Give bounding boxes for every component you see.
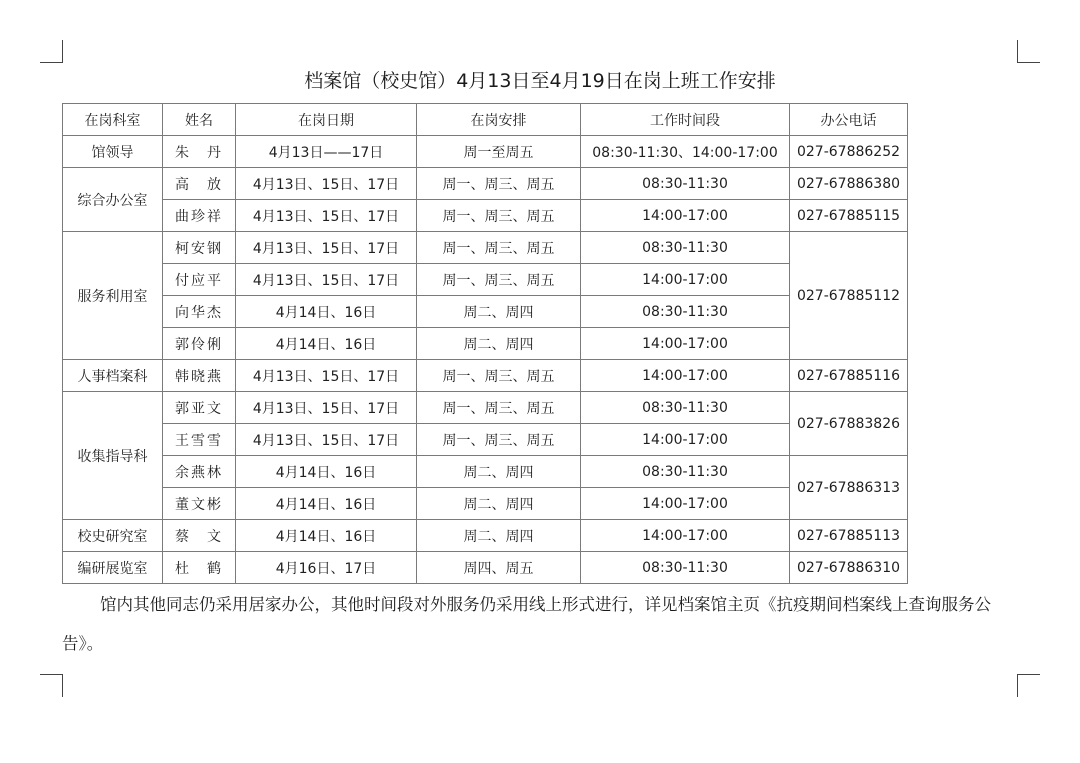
- table-row: [63, 264, 908, 296]
- schedule-table: [62, 103, 908, 584]
- phone-cell: 027-67885112: [790, 232, 908, 360]
- dates-cell: 4月13日、15日、17日: [236, 200, 417, 232]
- hours-cell: 14:00-17:00: [581, 424, 790, 456]
- crop-mark-top-left: [40, 40, 63, 63]
- phone-cell: 027-67886313: [790, 456, 908, 520]
- table-row: [63, 360, 908, 392]
- hours-cell: 08:30-11:30: [581, 456, 790, 488]
- phone-cell: 027-67885113: [790, 520, 908, 552]
- schedule-cell: 周二、周四: [417, 296, 581, 328]
- table-row: [63, 520, 908, 552]
- name-cell: 付应平: [163, 264, 236, 296]
- hours-cell: 14:00-17:00: [581, 328, 790, 360]
- dates-cell: 4月14日、16日: [236, 456, 417, 488]
- table-row: [63, 456, 908, 488]
- phone-cell: 027-67886252: [790, 136, 908, 168]
- name-cell: 朱 丹: [163, 136, 236, 168]
- dates-cell: 4月13日、15日、17日: [236, 392, 417, 424]
- hours-cell: 08:30-11:30: [581, 296, 790, 328]
- department-cell: 编研展览室: [63, 552, 163, 584]
- schedule-cell: 周一、周三、周五: [417, 424, 581, 456]
- name-cell: 杜 鹤: [163, 552, 236, 584]
- schedule-cell: 周一至周五: [417, 136, 581, 168]
- name-cell: 郭亚文: [163, 392, 236, 424]
- table-row: [63, 200, 908, 232]
- schedule-cell: 周一、周三、周五: [417, 168, 581, 200]
- dates-cell: 4月14日、16日: [236, 328, 417, 360]
- dates-cell: 4月14日、16日: [236, 488, 417, 520]
- schedule-cell: 周一、周三、周五: [417, 360, 581, 392]
- name-cell: 韩晓燕: [163, 360, 236, 392]
- name-cell: 董文彬: [163, 488, 236, 520]
- name-cell: 高 放: [163, 168, 236, 200]
- schedule-cell: 周一、周三、周五: [417, 264, 581, 296]
- name-cell: 曲珍祥: [163, 200, 236, 232]
- department-cell: 馆领导: [63, 136, 163, 168]
- table-row: [63, 552, 908, 584]
- dates-cell: 4月13日——17日: [236, 136, 417, 168]
- hours-cell: 08:30-11:30: [581, 232, 790, 264]
- table-row: [63, 424, 908, 456]
- department-cell: 服务利用室: [63, 232, 163, 360]
- table-row: [63, 488, 908, 520]
- schedule-cell: 周二、周四: [417, 328, 581, 360]
- department-cell: 收集指导科: [63, 392, 163, 520]
- dates-cell: 4月14日、16日: [236, 520, 417, 552]
- header-hours: 工作时间段: [581, 104, 790, 136]
- crop-mark-top-right: [1017, 40, 1040, 63]
- dates-cell: 4月13日、15日、17日: [236, 360, 417, 392]
- hours-cell: 08:30-11:30: [581, 552, 790, 584]
- hours-cell: 14:00-17:00: [581, 200, 790, 232]
- dates-cell: 4月13日、15日、17日: [236, 168, 417, 200]
- dates-cell: 4月13日、15日、17日: [236, 264, 417, 296]
- header-phone: 办公电话: [790, 104, 908, 136]
- table-row: [63, 136, 908, 168]
- name-cell: 王雪雪: [163, 424, 236, 456]
- hours-cell: 08:30-11:30: [581, 168, 790, 200]
- table-row: [63, 168, 908, 200]
- header-name: 姓名: [163, 104, 236, 136]
- table-header-row: [63, 104, 908, 136]
- name-cell: 余燕林: [163, 456, 236, 488]
- schedule-cell: 周二、周四: [417, 456, 581, 488]
- hours-cell: 14:00-17:00: [581, 488, 790, 520]
- phone-cell: 027-67885115: [790, 200, 908, 232]
- table-row: [63, 328, 908, 360]
- crop-mark-bottom-left: [40, 674, 63, 697]
- schedule-cell: 周一、周三、周五: [417, 392, 581, 424]
- table-row: [63, 232, 908, 264]
- name-cell: 郭伶俐: [163, 328, 236, 360]
- header-department: 在岗科室: [63, 104, 163, 136]
- name-cell: 蔡 文: [163, 520, 236, 552]
- department-cell: 校史研究室: [63, 520, 163, 552]
- hours-cell: 14:00-17:00: [581, 360, 790, 392]
- table-row: [63, 392, 908, 424]
- phone-cell: 027-67883826: [790, 392, 908, 456]
- table-row: [63, 296, 908, 328]
- schedule-cell: 周一、周三、周五: [417, 232, 581, 264]
- hours-cell: 08:30-11:30、14:00-17:00: [581, 136, 790, 168]
- dates-cell: 4月13日、15日、17日: [236, 232, 417, 264]
- schedule-cell: 周二、周四: [417, 520, 581, 552]
- crop-mark-bottom-right: [1017, 674, 1040, 697]
- name-cell: 柯安钢: [163, 232, 236, 264]
- header-dates: 在岗日期: [236, 104, 417, 136]
- phone-cell: 027-67886380: [790, 168, 908, 200]
- dates-cell: 4月14日、16日: [236, 296, 417, 328]
- hours-cell: 08:30-11:30: [581, 392, 790, 424]
- note-paragraph: 馆内其他同志仍采用居家办公，其他时间段对外服务仍采用线上形式进行，详见档案馆主页《抗疫期间档案线上查询服务公告》。: [62, 595, 991, 653]
- schedule-cell: 周四、周五: [417, 552, 581, 584]
- schedule-cell: 周二、周四: [417, 488, 581, 520]
- dates-cell: 4月13日、15日、17日: [236, 424, 417, 456]
- document-title: 档案馆（校史馆）4月13日至4月19日在岗上班工作安排: [304, 70, 776, 92]
- department-cell: 人事档案科: [63, 360, 163, 392]
- header-schedule: 在岗安排: [417, 104, 581, 136]
- phone-cell: 027-67885116: [790, 360, 908, 392]
- hours-cell: 14:00-17:00: [581, 264, 790, 296]
- schedule-cell: 周一、周三、周五: [417, 200, 581, 232]
- dates-cell: 4月16日、17日: [236, 552, 417, 584]
- department-cell: 综合办公室: [63, 168, 163, 232]
- hours-cell: 14:00-17:00: [581, 520, 790, 552]
- phone-cell: 027-67886310: [790, 552, 908, 584]
- name-cell: 向华杰: [163, 296, 236, 328]
